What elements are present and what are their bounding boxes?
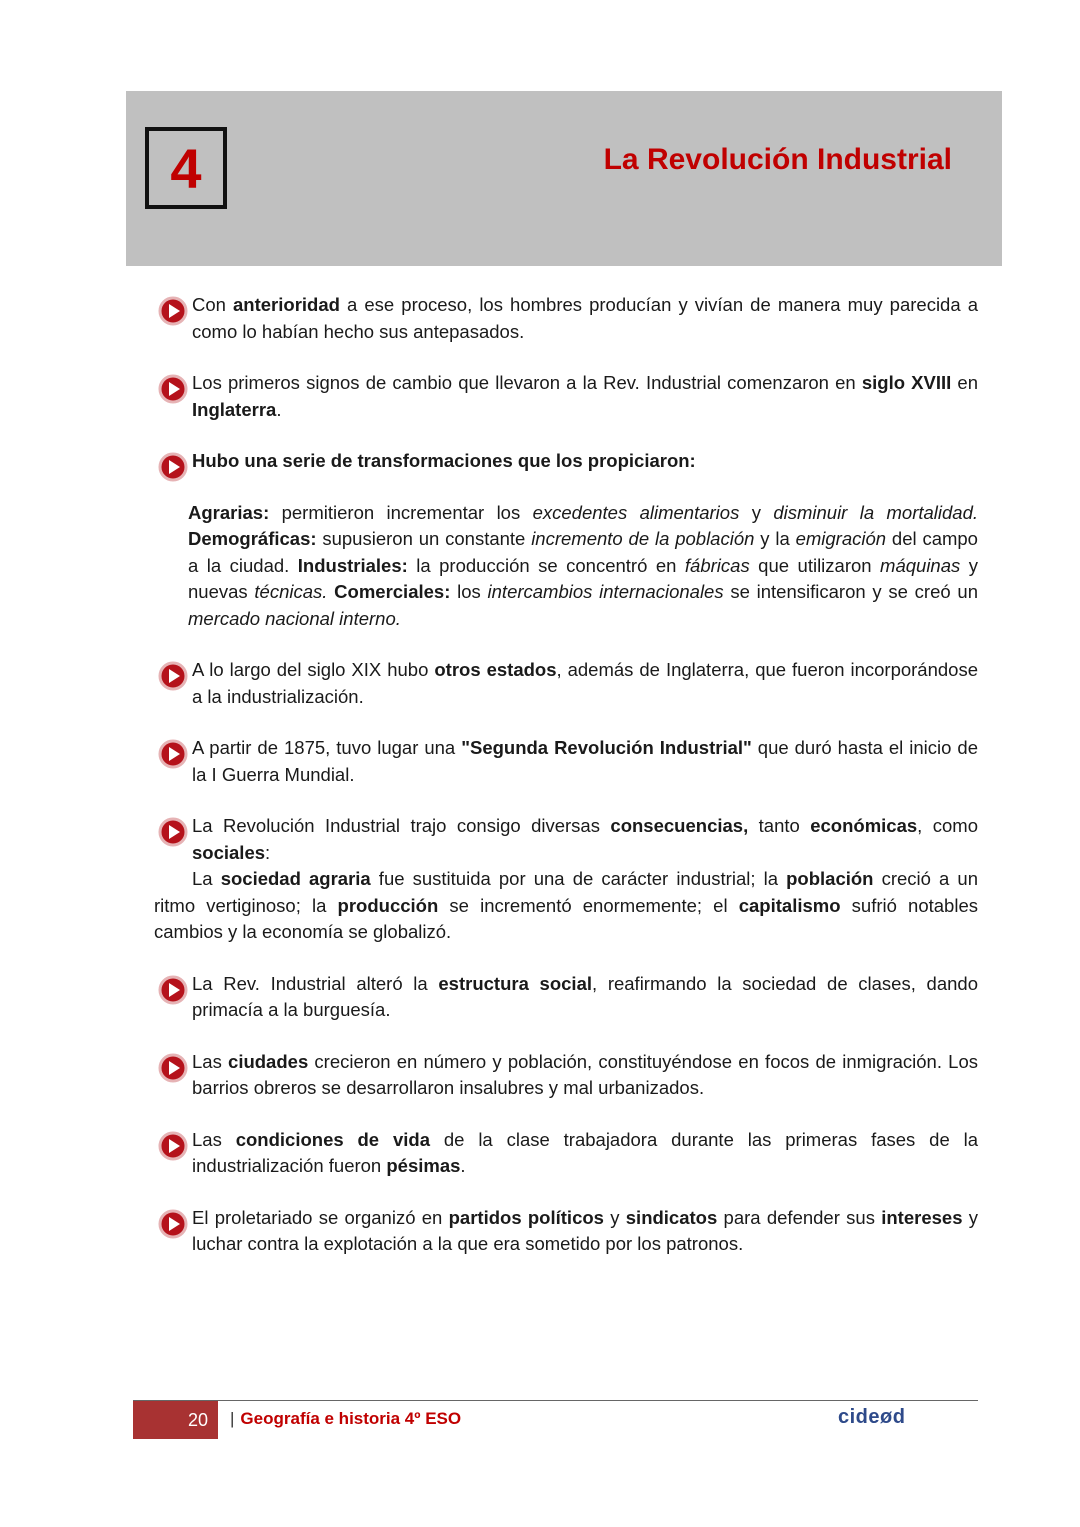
footer-separator: |	[230, 1409, 235, 1428]
chapter-number: 4	[145, 127, 227, 209]
bullet-item: A lo largo del siglo XIX hubo otros estados, además de Inglaterra, que fueron incorporándose a la industrialización.	[154, 657, 978, 710]
book-title	[230, 1409, 461, 1429]
publisher-logo: cideød	[838, 1406, 906, 1428]
bullet-item: Con anterioridad a ese proceso, los hombres producían y vivían de manera muy parecida a como lo habían hecho sus antepasados.	[154, 292, 978, 345]
bullet-item: Los primeros signos de cambio que llevaron a la Rev. Industrial comenzaron en siglo XVIII en Inglaterra.	[154, 370, 978, 423]
play-bullet-icon	[158, 975, 188, 1005]
transformations-paragraph: Agrarias: permitieron incrementar los excedentes alimentarios y disminuir la mortalidad. Demográficas: supusieron un constante incremento de la población y la emigración del campo a la ciudad. Industriales: la producción se concentró en fábricas que utilizaron máquinas y nuevas técnicas. Comerciales: los intercambios internacionales se intensificaron y se creó un mercado nacional interno.	[188, 501, 979, 629]
bullet-item: Las condiciones de vida de la clase trabajadora durante las primeras fases de la industrialización fueron pésimas.	[154, 1127, 978, 1180]
footer-divider	[133, 1400, 978, 1401]
play-bullet-icon	[158, 452, 188, 482]
play-bullet-icon	[158, 1209, 188, 1239]
bullet-item: Hubo una serie de transformaciones que los propiciaron:	[154, 448, 978, 475]
play-bullet-icon	[158, 817, 188, 847]
bullet-item: Las ciudades crecieron en número y población, constituyéndose en focos de inmigración. Los barrios obreros se desarrollaron insalubres y mal urbanizados.	[154, 1049, 978, 1102]
chapter-title: La Revolución Industrial	[603, 143, 952, 176]
consequences-paragraph: La sociedad agraria fue sustituida por una de carácter industrial; la población creció a un ritmo vertiginoso; la producción se incrementó enormemente; el capitalismo sufrió notables cambios y la economía se globalizó.	[154, 868, 979, 942]
play-bullet-icon	[158, 739, 188, 769]
play-bullet-icon	[158, 374, 188, 404]
content-body	[154, 292, 978, 1283]
play-bullet-icon	[158, 296, 188, 326]
chapter-header	[126, 91, 1002, 266]
play-bullet-icon	[158, 1053, 188, 1083]
bullet-item: El proletariado se organizó en partidos políticos y sindicatos para defender sus intereses y luchar contra la explotación a la que era sometido por los patronos.	[154, 1205, 978, 1258]
bullet-item: La Revolución Industrial trajo consigo diversas consecuencias, tanto económicas, como sociales:	[154, 813, 978, 866]
play-bullet-icon	[158, 661, 188, 691]
play-bullet-icon	[158, 1131, 188, 1161]
bullet-item: A partir de 1875, tuvo lugar una "Segunda Revolución Industrial" que duró hasta el inicio de la I Guerra Mundial.	[154, 735, 978, 788]
page-number: 20	[133, 1401, 218, 1439]
book-title-text: Geografía e historia 4º ESO	[240, 1409, 462, 1428]
bullet-item: La Rev. Industrial alteró la estructura social, reafirmando la sociedad de clases, dando primacía a la burguesía.	[154, 971, 978, 1024]
